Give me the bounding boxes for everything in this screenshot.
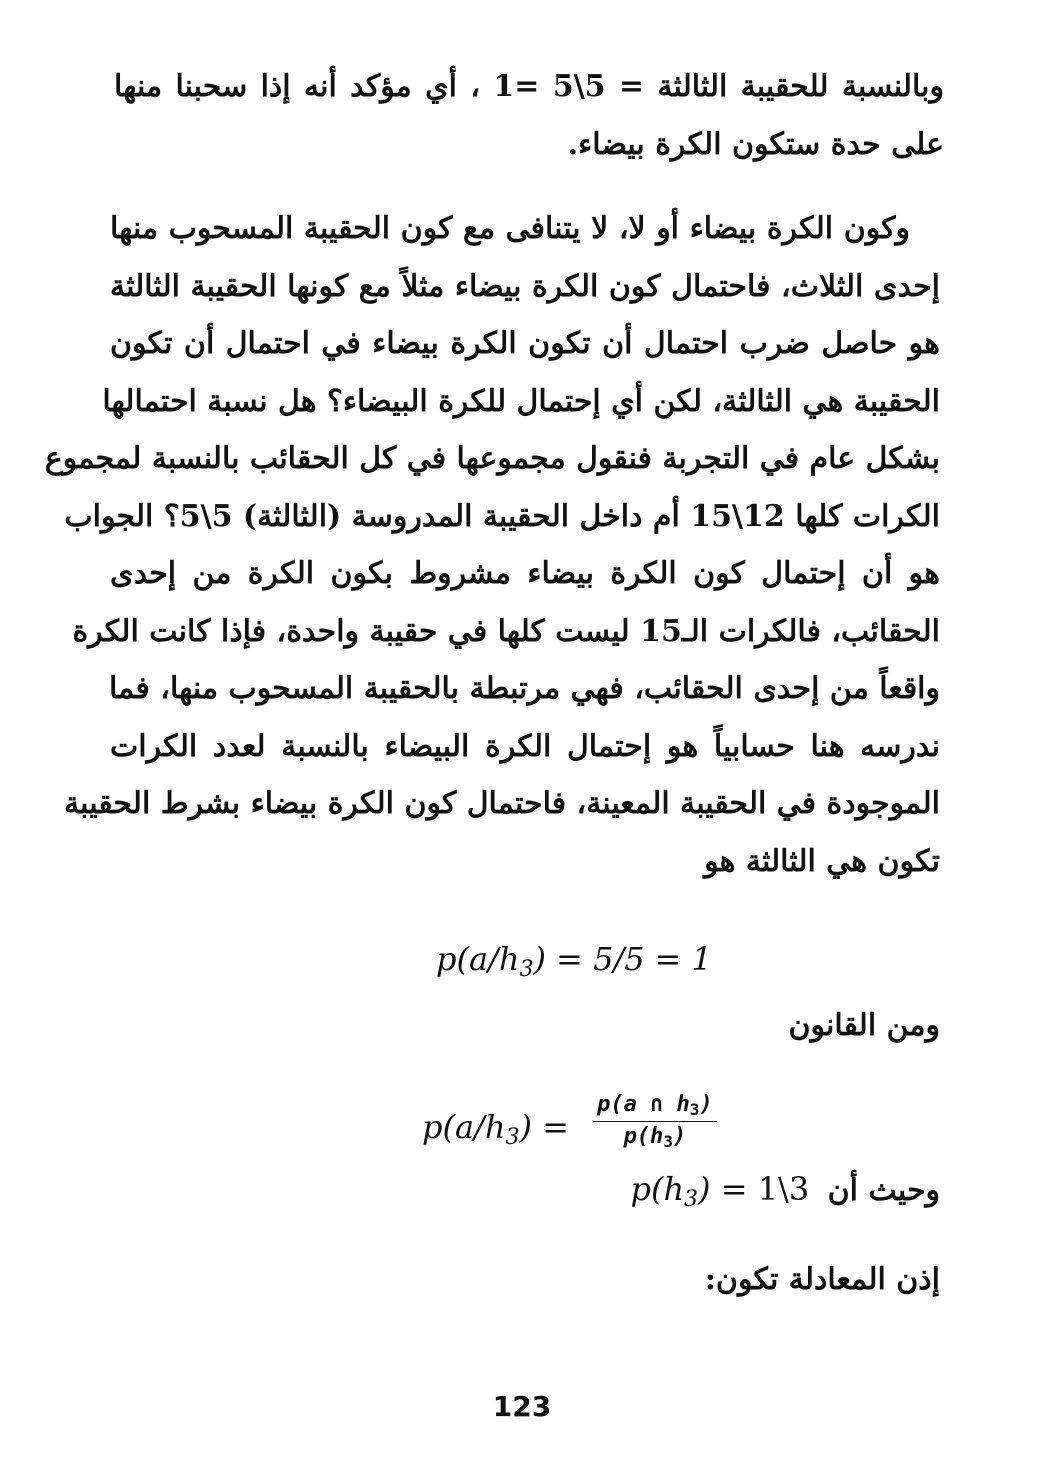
paragraph-2-line-5: بشكل عام في التجربة فنقول مجموعها في كل الحقائب بالنسبة لمجموع xyxy=(44,441,940,476)
paragraph-2-line-11: الموجودة في الحقيبة المعينة، فاحتمال كون الكرة بيضاء بشرط الحقيبة xyxy=(64,786,940,821)
equation-2-fraction xyxy=(593,1092,717,1151)
paragraph-2-line-1: وكون الكرة بيضاء أو لا، لا يتنافى مع كون الحقيبة المسحوب منها xyxy=(110,211,910,246)
paragraph-2-line-2: إحدى الثلاث، فاحتمال كون الكرة بيضاء مثلاً مع كونها الحقيبة الثالثة xyxy=(110,268,940,304)
where-line-text: وحيث أن xyxy=(827,1173,940,1208)
paragraph-1-line-2: على حدة ستكون الكرة بيضاء. xyxy=(567,126,944,162)
where-line-math-rest: = 1\3 xyxy=(710,1170,810,1208)
then-line: إذن المعادلة تكون: xyxy=(704,1262,940,1297)
equation-2-numerator-subscript: 3 xyxy=(689,1100,700,1119)
where-line-math-close: ) xyxy=(698,1170,711,1208)
equation-2-lhs xyxy=(422,1108,569,1150)
law-label: ومن القانون xyxy=(788,1008,940,1043)
where-line-math-p: p(h xyxy=(630,1170,685,1208)
equation-2-lhs-text: p(a/h xyxy=(422,1107,506,1146)
equation-2-equals: = xyxy=(531,1107,569,1146)
equation-1 xyxy=(436,940,712,982)
equation-2-denominator xyxy=(593,1122,717,1151)
equation-1-lhs-subscript: 3 xyxy=(519,957,534,982)
where-line xyxy=(630,1170,940,1212)
paragraph-2-line-12: تكون هي الثالثة هو xyxy=(704,843,940,879)
paragraph-2-line-8: الحقائب، فالكرات الـ15 ليست كلها في حقيبة واحدة، فإذا كانت الكرة xyxy=(72,613,940,649)
paragraph-2 xyxy=(44,200,940,890)
paragraph-2-line-3: هو حاصل ضرب احتمال أن تكون الكرة بيضاء في احتمال أن تكون xyxy=(110,326,940,361)
paragraph-1 xyxy=(114,58,944,173)
equation-2-numerator xyxy=(593,1092,717,1122)
equation-1-lhs: p(a/h xyxy=(436,940,520,978)
equation-2-denominator-subscript: 3 xyxy=(663,1132,673,1151)
equation-2-lhs-subscript: 3 xyxy=(505,1124,520,1150)
paragraph-2-line-9: واقعاً من إحدى الحقائب، فهي مرتبطة بالحقيبة المسحوب منها، فما xyxy=(109,671,940,706)
equation-2-denominator-text: p(h xyxy=(623,1124,664,1149)
equation-2-denominator-close: ) xyxy=(672,1124,687,1149)
paragraph-1-line-1: وبالنسبة للحقيبة الثالثة = 5\5 =1 ، أي مؤكد أنه إذا سحبنا منها xyxy=(114,69,945,104)
paragraph-2-line-6: الكرات كلها 12\15 أم داخل الحقيبة المدروسة (الثالثة) 5\5؟ الجواب xyxy=(64,498,940,534)
paragraph-2-line-7: هو أن إحتمال كون الكرة بيضاء مشروط بكون الكرة من إحدى xyxy=(110,556,940,591)
equation-1-lhs-close: ) xyxy=(533,940,546,978)
where-line-math xyxy=(630,1170,809,1212)
paragraph-2-line-4: الحقيبة هي الثالثة، لكن أي إحتمال للكرة البيضاء؟ هل نسبة احتمالها xyxy=(102,383,940,419)
equation-2-numerator-text: p(a ∩ h xyxy=(597,1092,690,1117)
paragraph-2-line-10: ندرسه هنا حسابياً هو إحتمال الكرة البيضاء بالنسبة لعدد الكرات xyxy=(110,728,940,764)
page-number: 123 xyxy=(492,1390,552,1423)
equation-2 xyxy=(422,1092,717,1162)
equation-1-rhs: = 5/5 = 1 xyxy=(545,940,713,978)
equation-2-numerator-close: ) xyxy=(699,1092,713,1117)
where-line-math-subscript: 3 xyxy=(684,1187,699,1212)
equation-2-lhs-close: ) xyxy=(519,1107,532,1146)
